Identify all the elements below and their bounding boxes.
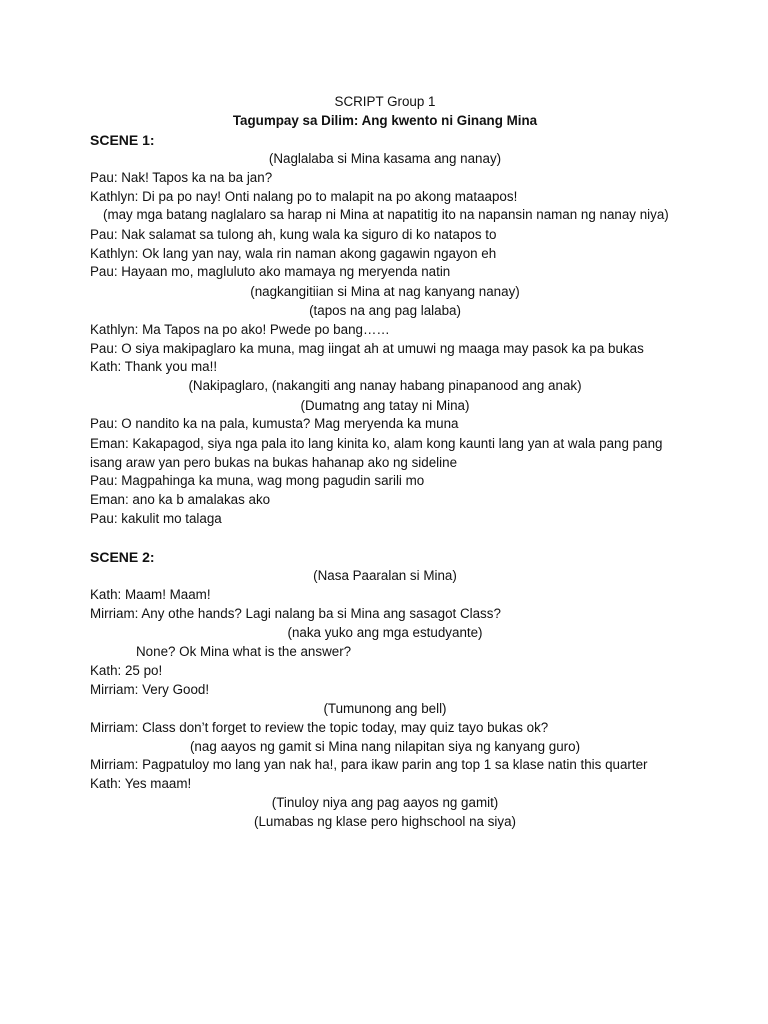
stage-direction: (Nakipaglaro, (nakangiti ang nanay habang pinapanood ang anak) <box>188 378 582 393</box>
dialogue-line: Kath: 25 po! <box>90 663 163 678</box>
dialogue-line: Pau: kakulit mo talaga <box>90 511 222 526</box>
document-label: SCRIPT Group 1 <box>334 94 436 109</box>
dialogue-line: Eman: Kakapagod, siya nga pala ito lang kinita ko, alam kong kaunti lang yan at wala pang pang <box>90 436 663 451</box>
dialogue-line: Mirriam: Any othe hands? Lagi nalang ba si Mina ang sasagot Class? <box>90 606 501 621</box>
stage-direction: (Tinuloy niya ang pag aayos ng gamit) <box>271 795 499 810</box>
stage-direction: (Tumunong ang bell) <box>323 701 447 716</box>
dialogue-line: Pau: Hayaan mo, magluluto ako mamaya ng meryenda natin <box>90 264 451 279</box>
dialogue-line: Kath: Thank you ma!! <box>90 359 218 374</box>
dialogue-line: Mirriam: Very Good! <box>90 682 210 697</box>
dialogue-line: None? Ok Mina what is the answer? <box>136 644 352 659</box>
dialogue-line: Pau: O nandito ka na pala, kumusta? Mag meryenda ka muna <box>90 416 459 431</box>
stage-direction: (Naglalaba si Mina kasama ang nanay) <box>268 151 502 166</box>
dialogue-line: Pau: O siya makipaglaro ka muna, mag iingat ah at umuwi ng maaga may pasok ka pa bukas <box>90 341 644 356</box>
stage-direction: (Nasa Paaralan si Mina) <box>313 568 457 583</box>
stage-direction: (naka yuko ang mga estudyante) <box>287 625 483 640</box>
dialogue-line: Pau: Nak! Tapos ka na ba jan? <box>90 170 273 185</box>
stage-direction: (Dumatng ang tatay ni Mina) <box>300 398 470 413</box>
dialogue-line: Mirriam: Pagpatuloy mo lang yan nak ha!, para ikaw parin ang top 1 sa klase natin this quarter <box>90 757 648 772</box>
scene-1-heading: SCENE 1: <box>90 132 155 148</box>
dialogue-line: Kathlyn: Ok lang yan nay, wala rin naman akong gagawin ngayon eh <box>90 246 497 261</box>
stage-direction: (may mga batang naglalaro sa harap ni Mina at napatitig ito na napansin naman ng nanay niya) <box>103 207 669 222</box>
dialogue-line: Pau: Magpahinga ka muna, wag mong pagudin sarili mo <box>90 473 425 488</box>
stage-direction: (nagkangitiian si Mina at nag kanyang nanay) <box>250 284 520 299</box>
stage-direction: (nag aayos ng gamit si Mina nang nilapitan siya ng kanyang guro) <box>189 739 581 754</box>
document-title: Tagumpay sa Dilim: Ang kwento ni Ginang Mina <box>232 113 538 128</box>
dialogue-line: Kath: Yes maam! <box>90 776 192 791</box>
dialogue-line: Kathlyn: Ma Tapos na po ako! Pwede po bang…… <box>90 322 390 337</box>
stage-direction: (Lumabas ng klase pero highschool na siya) <box>253 814 516 829</box>
stage-direction: (tapos na ang pag lalaba) <box>309 303 461 318</box>
dialogue-line: Mirriam: Class don’t forget to review the topic today, may quiz tayo bukas ok? <box>90 720 549 735</box>
dialogue-line: isang araw yan pero bukas na bukas hahanap ako ng sideline <box>90 455 458 470</box>
dialogue-line: Kath: Maam! Maam! <box>90 587 211 602</box>
dialogue-line: Pau: Nak salamat sa tulong ah, kung wala ka siguro di ko natapos to <box>90 227 497 242</box>
dialogue-line: Kathlyn: Di pa po nay! Onti nalang po to malapit na po akong mataapos! <box>90 189 518 204</box>
scene-2-heading: SCENE 2: <box>90 549 155 565</box>
dialogue-line: Eman: ano ka b amalakas ako <box>90 492 271 507</box>
